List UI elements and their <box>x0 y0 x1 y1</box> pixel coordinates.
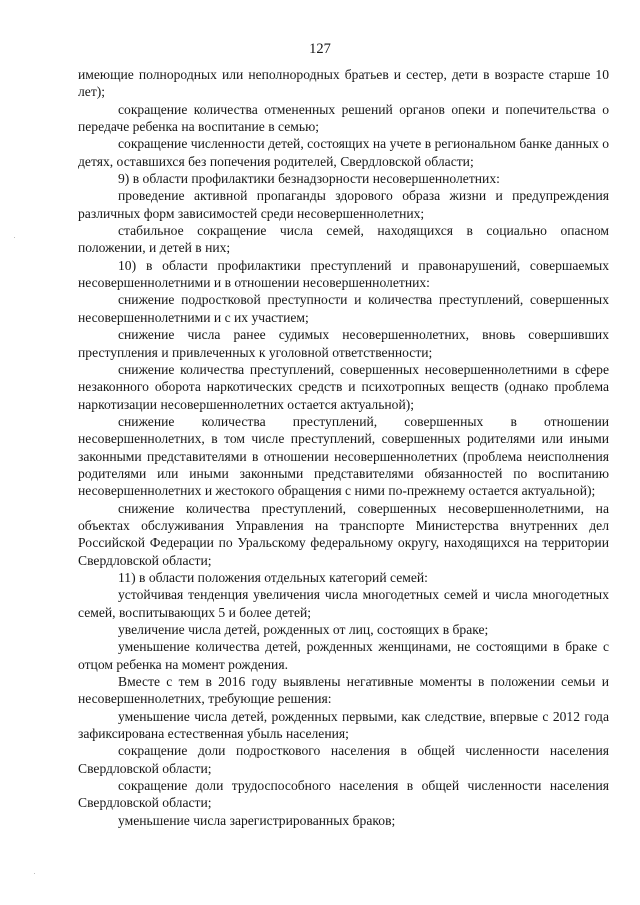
paragraph-13: 11) в области положения отдельных категорий семей: <box>118 569 428 585</box>
paragraph-15: увеличение числа детей, рожденных от лиц, состоящих в браке; <box>118 622 489 637</box>
paragraph-2: сокращение количества отмененных решений органов опеки и попечительства о передаче ребенка на воспитание в семью; <box>78 101 609 135</box>
paragraph-16: уменьшение количества детей, рожденных женщинами, не состоящими в браке с отцом ребенка на момент рождения. <box>78 639 609 672</box>
paragraph-21: уменьшение числа зарегистрированных браков; <box>118 812 396 828</box>
paragraph-8: снижение подростковой преступности и количества преступлений, совершенных несовершеннолетними и с их участием; <box>78 292 609 325</box>
paragraph-11: снижение количества преступлений, совершенных в отношении несовершеннолетних, в том числе преступлений, совершенных родителями или иными законными представителями в отношении несовершеннолетних (проблема неисполнения родителями или иными законными представителями обязанностей по воспитанию несовершеннолетних и жестокого обращения с ними по-прежнему остается актуальной); <box>78 413 609 499</box>
paragraph-17: Вместе с тем в 2016 году выявлены негативные моменты в положении семьи и несовершеннолетних, требующие решения: <box>78 674 609 707</box>
body-text <box>78 66 609 829</box>
scan-speck <box>34 873 35 874</box>
paragraph-12: снижение количества преступлений, совершенных несовершеннолетними, на объектах обслуживания Управления на транспорте Министерства внутренних дел Российской Федерации по Уральскому федеральному округу, находящихся на территории Свердловской области; <box>78 500 609 568</box>
paragraph-7: 10) в области профилактики преступлений и правонарушений, совершаемых несовершеннолетними и в отношении несовершеннолетних: <box>78 257 609 291</box>
scan-speck <box>14 237 15 238</box>
paragraph-19: сокращение доли подросткового населения в общей численности населения Свердловской области; <box>78 743 609 776</box>
paragraph-1: имеющие полнородных или неполнородных братьев и сестер, дети в возрасте старше 10 лет); <box>78 67 609 100</box>
paragraph-14: устойчивая тенденция увеличения числа многодетных семей и числа многодетных семей, воспитывающих 5 и более детей; <box>78 587 609 620</box>
paragraph-3: сокращение численности детей, состоящих на учете в региональном банке данных о детях, оставшихся без попечения родителей, Свердловской области; <box>78 136 609 169</box>
paragraph-20: сокращение доли трудоспособного населения в общей численности населения Свердловской области; <box>78 778 609 811</box>
paragraph-5: проведение активной пропаганды здорового образа жизни и предупреждения различных форм зависимостей среди несовершеннолетних; <box>78 188 609 221</box>
paragraph-10: снижение количества преступлений, совершенных несовершеннолетними в сфере незаконного оборота наркотических средств и психотропных веществ (однако проблема наркотизации несовершеннолетних остается актуальной); <box>78 361 609 412</box>
paragraph-6: стабильное сокращение числа семей, находящихся в социально опасном положении, и детей в них; <box>78 223 609 256</box>
paragraph-9: снижение числа ранее судимых несовершеннолетних, вновь совершивших преступления и привлеченных к уголовной ответственности; <box>78 327 609 360</box>
page-number: 127 <box>309 41 331 57</box>
paragraph-4: 9) в области профилактики безнадзорности несовершеннолетних: <box>118 171 500 187</box>
paragraph-18: уменьшение числа детей, рожденных первыми, как следствие, впервые с 2012 года зафиксирована естественная убыль населения; <box>78 708 609 742</box>
